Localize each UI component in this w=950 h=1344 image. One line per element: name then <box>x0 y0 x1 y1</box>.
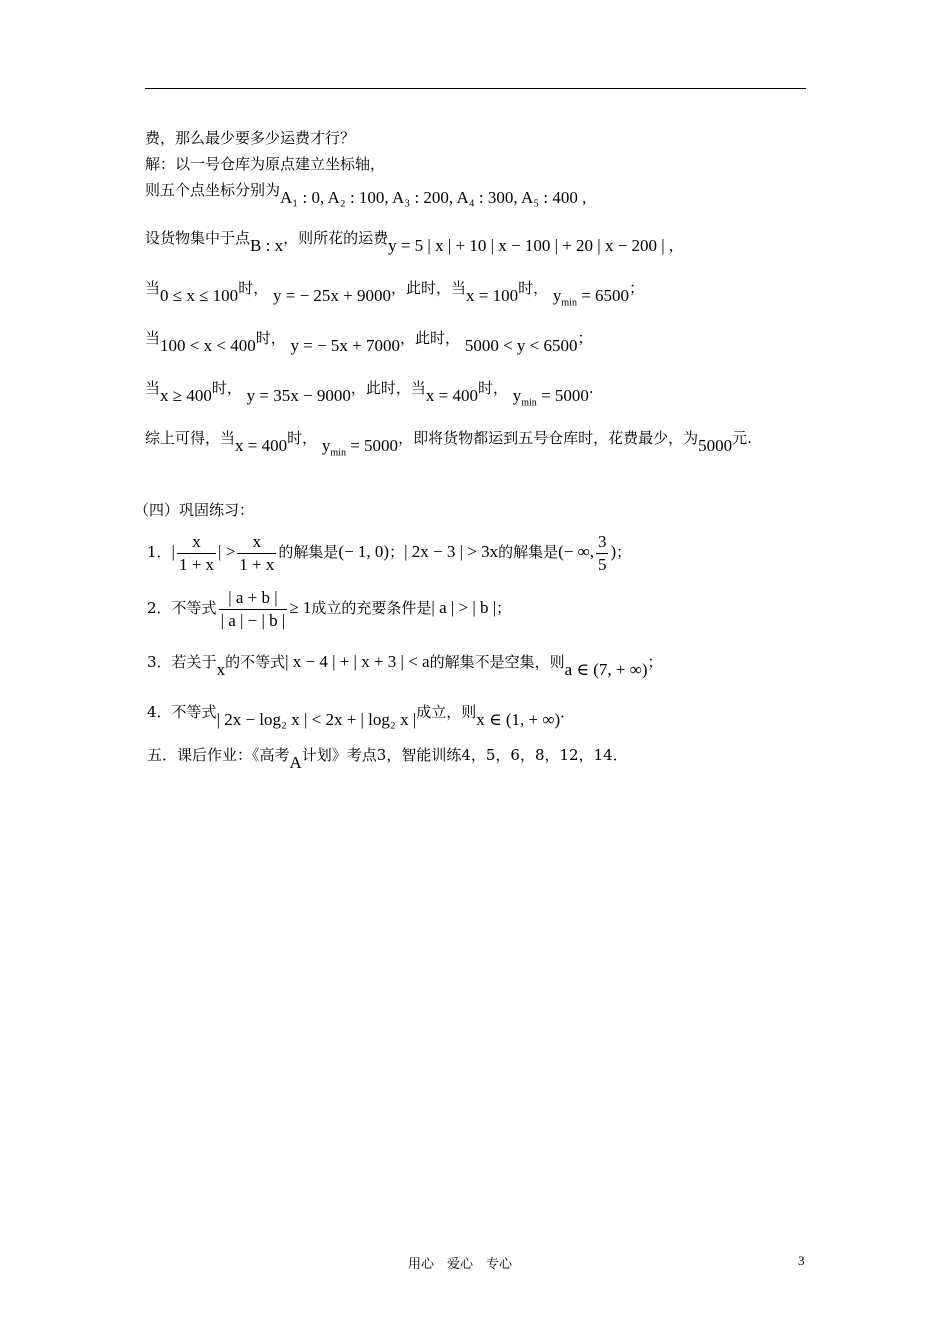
section-title: （四）巩固练习： <box>134 501 255 519</box>
text-line-4: 设货物集中于点B : x，则所花的运费y = 5 | x | + 10 | x − 100 | + 20 | x − 200 | , <box>145 229 674 255</box>
math-cost-function: y = 5 | x | + 10 | x − 100 | + 20 | x − 200 | , <box>388 236 674 255</box>
math-coordinates: A₁ : 0, A₂ : 100, A₃ : 200, A₄ : 300, A₅ : 400 , <box>280 188 587 207</box>
text-line-2: 解：以一号仓库为原点建立坐标轴， <box>145 155 386 173</box>
header-rule <box>145 88 806 89</box>
exercise-3: 3．若关于x的不等式| x − 4 | + | x + 3 | < a的解集不是空集，则a ∈ (7, + ∞)； <box>147 652 663 679</box>
text-line-8: 综上可得，当x = 400时， $y_{min} = 5000$，即将货物都运到五号仓库时，花费最少，为5000元. <box>145 429 752 459</box>
exercise-2: 2．不等式 $\frac{| a + b |}{| a | - | b |}$ ≥ 1成立的充要条件是| a | > | b |； <box>147 587 512 630</box>
page-number: 3 <box>798 1253 805 1268</box>
text-line-7: 当x ≥ 400时， y = 35x − 9000，此时，当x = 400时， $y_{min} = 5000$. <box>145 379 594 409</box>
math-point-b: B : x <box>250 236 284 255</box>
footer-motto: 用心 爱心 专心 <box>408 1257 513 1272</box>
text-line-6: 当100 < x < 400时， y = − 5x + 7000，此时， 5000 < y < 6500； <box>145 329 593 355</box>
homework-line: 五．课后作业：《高考A计划》考点3，智能训练4，5，6，8，12，14． <box>147 746 628 772</box>
exercise-1: 1．| $\frac{x}{1 + x}$ | > $\frac{x}{1 + x}$ 的解集是(− 1, 0)；| 2x − 3 | > 3x的解集是(− ∞, $\frac{3}{5}$ )； <box>147 531 632 574</box>
text-line-5: 当0 ≤ x ≤ 100时， y = − 25x + 9000，此时，当x = 100时， $y_{min} = 6500$； <box>145 279 645 309</box>
exercise-4: 4．不等式| 2x − log₂ x | < 2x + | log₂ x |成立，则x ∈ (1, + ∞)． <box>147 703 576 729</box>
text-line-1: 费，那么最少要多少运费才行？ <box>145 129 356 147</box>
text-line-3: 则五个点坐标分别为A₁ : 0, A₂ : 100, A₃ : 200, A₄ : 300, A₅ : 400 , <box>145 181 587 207</box>
